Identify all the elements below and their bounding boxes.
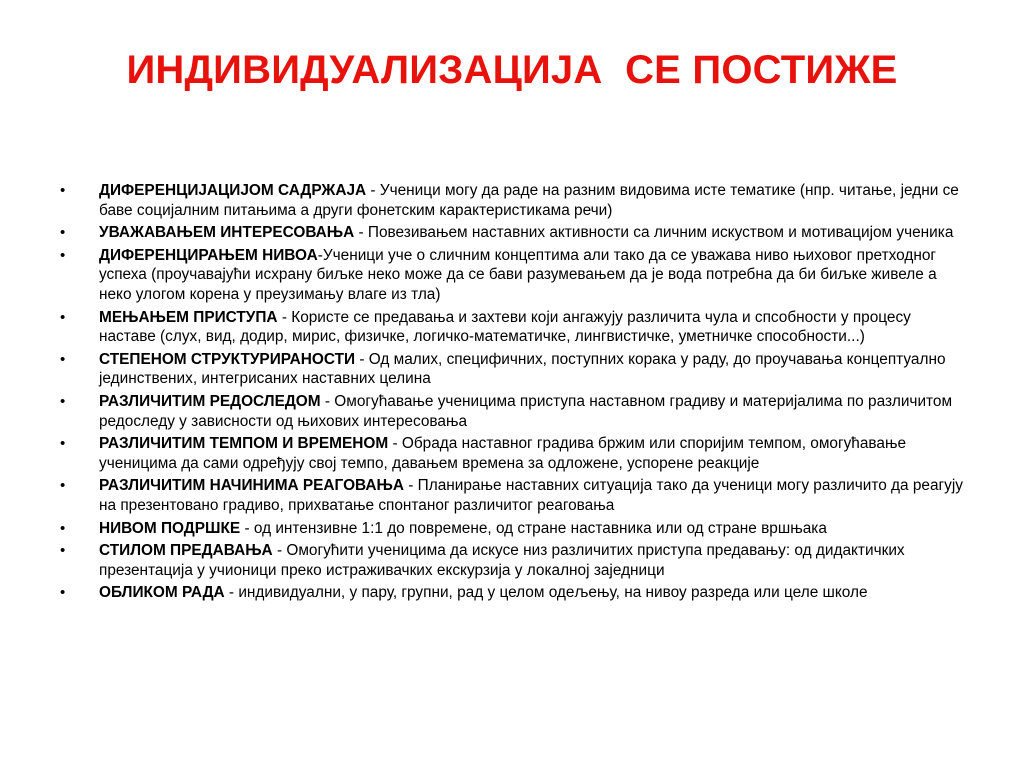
item-description: -Ученици уче о сличним концептима али тако да се уважава ниво њиховог претходног успеха (проучавајући исхрану биљке неко може да се бави разумевањем да је вода потребна да би биљке живеле а неко улогом корена у преузимању влаге из тла) xyxy=(99,246,937,303)
item-term: СТЕПЕНОМ СТРУКТУРИРАНОСТИ xyxy=(99,350,356,368)
list-item xyxy=(60,308,965,347)
bullet-icon: • xyxy=(60,246,66,264)
slide-title: ИНДИВИДУАЛИЗАЦИЈА СЕ ПОСТИЖЕ xyxy=(126,48,898,92)
item-description: - Од малих, специфичних, поступних корака у раду, до проучавања концептуално јединствених, интегрисаних наставних целина xyxy=(99,350,946,388)
item-description: - Повезивањем наставних активности са личним искуством и мотивацијом ученика xyxy=(354,224,954,242)
bullet-icon: • xyxy=(60,435,66,453)
bullet-icon: • xyxy=(60,519,66,537)
item-description: - Ученици могу да раде на разним видовима исте тематике (нпр. читање, једни се баве социјалним питањима а други фонетским карактеристикама речи) xyxy=(99,182,959,219)
item-term: МЕЊАЊЕМ ПРИСТУПА xyxy=(99,308,278,326)
item-term: ДИФЕРЕНЦИЈАЦИЈОМ САДРЖАЈА xyxy=(99,182,367,199)
bullet-icon: • xyxy=(60,477,66,495)
bullet-icon: • xyxy=(60,182,66,199)
bullet-list-container xyxy=(60,181,965,606)
item-description: - Планирање наставних ситуација тако да ученици могу различито да реагују на презентовано градиво, прихватање спонтаног различитог реаговања xyxy=(99,477,963,514)
bullet-icon: • xyxy=(60,584,66,602)
list-item xyxy=(60,392,965,431)
list-item xyxy=(60,181,965,220)
list-item xyxy=(60,350,965,389)
item-term: ДИФЕРЕНЦИРАЊЕМ НИВОА xyxy=(99,246,318,264)
list-item xyxy=(60,223,965,243)
bullet-icon: • xyxy=(60,224,66,242)
item-description: - Обрада наставног градива бржим или споријим темпом, омогућавање ученицима да сами одређују свој темпо, давањем времена за одложене, успорене реакције xyxy=(99,435,907,472)
list-item xyxy=(60,541,965,580)
list-item xyxy=(60,519,965,539)
item-term: РАЗЛИЧИТИМ РЕДОСЛЕДОМ xyxy=(99,392,321,410)
item-term: РАЗЛИЧИТИМ ТЕМПОМ И ВРЕМЕНОМ xyxy=(99,435,389,453)
item-term: РАЗЛИЧИТИМ НАЧИНИМА РЕАГОВАЊА xyxy=(99,477,404,495)
item-description: - Користе се предавања и захтеви који ангажују различита чула и спсобности у процесу наставе (слух, вид, додир, мирис, физичке, логичко-математичке, лингвистичке, уметничке способности...) xyxy=(99,308,911,346)
item-term: ОБЛИКОМ РАДА xyxy=(99,584,225,602)
item-term: УВАЖАВАЊЕМ ИНТЕРЕСОВАЊА xyxy=(99,224,355,242)
bullet-list xyxy=(60,181,965,603)
item-description: - Омогућавање ученицима приступа наставном градиву и материјалима по различитом редоследу у зависности од њихових интересовања xyxy=(99,392,953,430)
item-term: СТИЛОМ ПРЕДАВАЊА xyxy=(99,542,273,560)
list-item xyxy=(60,246,965,305)
bullet-icon: • xyxy=(60,392,66,410)
list-item xyxy=(60,476,965,515)
item-term: НИВОМ ПОДРШКЕ xyxy=(99,519,241,537)
bullet-icon: • xyxy=(60,308,66,326)
bullet-icon: • xyxy=(60,350,66,368)
item-description: - индивидуални, у пару, групни, рад у целом одељењу, на нивоу разреда или целе школе xyxy=(224,584,868,602)
bullet-icon: • xyxy=(60,542,66,560)
list-item xyxy=(60,434,965,473)
item-description: - од интензивне 1:1 до повремене, од стране наставника или од стране вршњака xyxy=(240,519,827,537)
item-description: - Омогућити ученицима да искусе низ различитих приступа предавању: од дидактичких презентација у учионици преко истраживачких екскурзија у локалној заједници xyxy=(99,542,905,579)
list-item xyxy=(60,583,965,603)
